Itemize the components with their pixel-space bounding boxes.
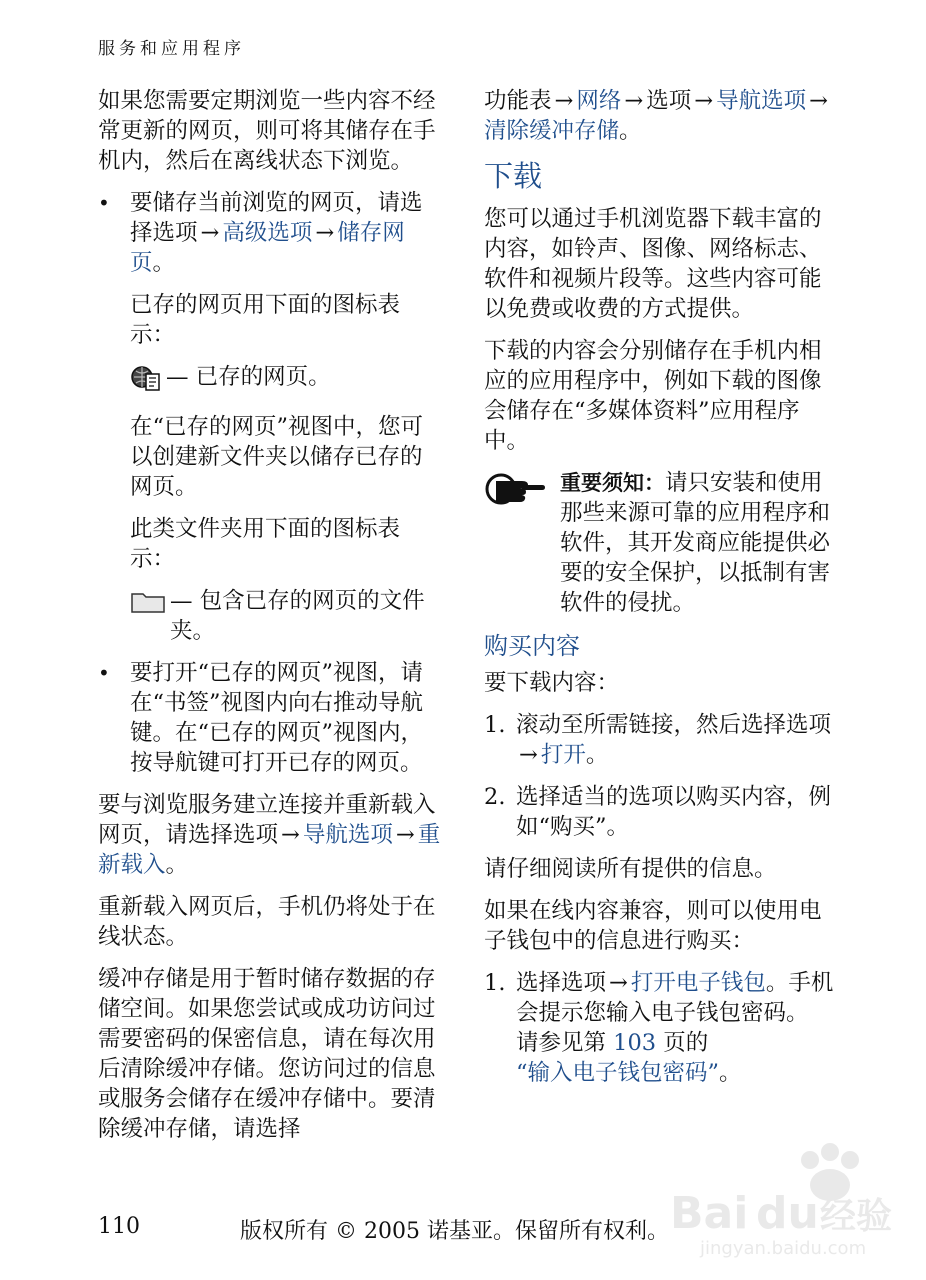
download-paragraph-1: 您可以通过手机浏览器下载丰富的内容，如铃声、图像、网络标志、软件和视频片段等。这些内容可能以免费或收费的方式提供。: [484, 206, 822, 322]
step-text: 滚动至所需链接，然后选择: [516, 712, 787, 738]
important-notice: [484, 468, 834, 618]
buy-intro: 要下载内容：: [484, 670, 620, 696]
wallet-step-1: [484, 968, 834, 1088]
saved-page-icon: [130, 364, 162, 400]
arrow-icon: →: [694, 88, 714, 114]
folder-icon-line: [98, 586, 443, 646]
folder-icon-intro: 此类文件夹用下面的图标表示：: [130, 516, 401, 572]
bullet-save-page: [98, 188, 443, 278]
arrow-icon: →: [624, 88, 644, 114]
svg-text:经验: 经验: [820, 1196, 893, 1237]
page-suffix: 页的: [663, 1030, 709, 1056]
baidu-jingyan-watermark: [660, 1140, 900, 1260]
arrow-icon: →: [315, 220, 335, 246]
page-number: 110: [98, 1214, 140, 1239]
arrow-icon: →: [554, 88, 574, 114]
buy-content-heading: 购买内容: [484, 632, 580, 660]
download-paragraph-2: 下载的内容会分别储存在手机内相应的应用程序中，例如下载的图像会储存在“多媒体资料”应用程序中。: [484, 338, 822, 454]
saved-view-note: 在“已存的网页”视图中，您可以创建新文件夹以储存已存的网页。: [130, 414, 424, 500]
punctuation: 。: [165, 852, 189, 878]
bullet-dot: •: [98, 191, 110, 215]
punctuation: 。: [152, 250, 176, 276]
page-reference-link[interactable]: 103: [613, 1030, 657, 1056]
folder-icon: [130, 588, 166, 622]
step-number: 2.: [484, 784, 506, 810]
clear-cache-link[interactable]: 清除缓冲存储: [484, 118, 620, 144]
open-link[interactable]: 打开: [540, 742, 586, 768]
reconnect-paragraph: [98, 790, 443, 880]
options-term: 选项: [646, 88, 692, 114]
step-2: [484, 782, 834, 842]
running-title: 服务和应用程序: [98, 39, 245, 59]
advanced-options-link[interactable]: 高级选项: [222, 220, 313, 246]
options-term: 选项: [786, 712, 832, 738]
save-page-link[interactable]: 储存网页: [130, 220, 405, 276]
wallet-password-reference-link[interactable]: “输入电子钱包密码”: [516, 1060, 720, 1086]
svg-text:Bai: Bai: [670, 1188, 749, 1239]
step-1: [484, 710, 834, 770]
punctuation: 。: [719, 1060, 742, 1086]
left-column: [98, 86, 443, 1156]
arrow-icon: →: [609, 970, 628, 996]
svg-text:du: du: [756, 1188, 819, 1239]
menu-term: 功能表: [484, 88, 552, 114]
notice-label: 重要须知：: [560, 471, 665, 495]
arrow-icon: →: [519, 742, 538, 768]
intro-paragraph: 如果您需要定期浏览一些内容不经常更新的网页，则可将其储存在手机内，然后在离线状态下浏览。: [98, 88, 436, 174]
folder-icon-label: — 包含已存的网页的文件夹。: [170, 588, 425, 644]
step-text-continued: 。手机会提示您输入电子钱包密码。 请参见第: [516, 970, 834, 1056]
punctuation: 。: [619, 118, 642, 144]
saved-icon-intro: 已存的网页用下面的图标表示：: [130, 292, 401, 348]
bullet-dot: •: [98, 661, 110, 685]
right-column: [484, 86, 834, 1100]
cache-path: [484, 86, 834, 146]
step-text: 选择适当的选项以购买内容，例如“购买”。: [516, 784, 832, 840]
navigation-options-link[interactable]: 导航选项: [716, 88, 807, 114]
network-link[interactable]: 网络: [576, 88, 622, 114]
step-text: 选择: [516, 970, 562, 996]
bullet-open-saved: [98, 658, 443, 778]
pointing-hand-icon: [484, 468, 546, 618]
cache-note: 缓冲存储是用于暂时储存数据的存储空间。如果您尝试或成功访问过需要密码的保密信息，请在每次用后清除缓冲存储。您访问过的信息或服务会储存在缓冲存储中。要清除缓冲存储，请选择: [98, 966, 436, 1142]
arrow-icon: →: [281, 822, 300, 848]
options-term: 选项: [233, 822, 279, 848]
arrow-icon: →: [200, 220, 220, 246]
navigation-options-link[interactable]: 导航选项: [302, 822, 393, 848]
step-number: 1.: [484, 970, 506, 996]
reload-link[interactable]: 重新载入: [98, 822, 441, 878]
notice-text: 请只安装和使用那些来源可靠的应用程序和软件，其开发商应能提供必要的安全保护，以抵制有害软件的侵扰。: [560, 470, 831, 616]
bullet-text: 要储存当前浏览的网页，请选择: [130, 190, 423, 246]
download-heading: 下载: [484, 159, 543, 193]
open-wallet-link[interactable]: 打开电子钱包: [630, 970, 766, 996]
arrow-icon: →: [809, 88, 828, 114]
arrow-icon: →: [395, 822, 415, 848]
step-number: 1.: [484, 712, 506, 738]
copyright-notice: 版权所有 © 2005 诺基亚。保留所有权利。: [240, 1219, 669, 1244]
saved-page-icon-line: [98, 362, 443, 400]
reconnect-text: 要与浏览服务建立连接并重新载入网页，请选择: [98, 792, 436, 848]
options-term: 选项: [152, 220, 198, 246]
online-note: 重新载入网页后，手机仍将处于在线状态。: [98, 894, 436, 950]
options-term: 选项: [561, 970, 607, 996]
punctuation: 。: [585, 742, 609, 768]
read-note: 请仔细阅读所有提供的信息。: [484, 856, 777, 882]
wallet-note: 如果在线内容兼容，则可以使用电子钱包中的信息进行购买：: [484, 898, 822, 954]
saved-page-icon-label: — 已存的网页。: [166, 364, 331, 390]
bullet-text: 要打开“已存的网页”视图，请在“书签”视图内向右推动导航键。在“已存的网页”视图内，按导航键可打开已存的网页。: [130, 660, 424, 776]
svg-text:jingyan.baidu.com: jingyan.baidu.com: [700, 1238, 867, 1259]
